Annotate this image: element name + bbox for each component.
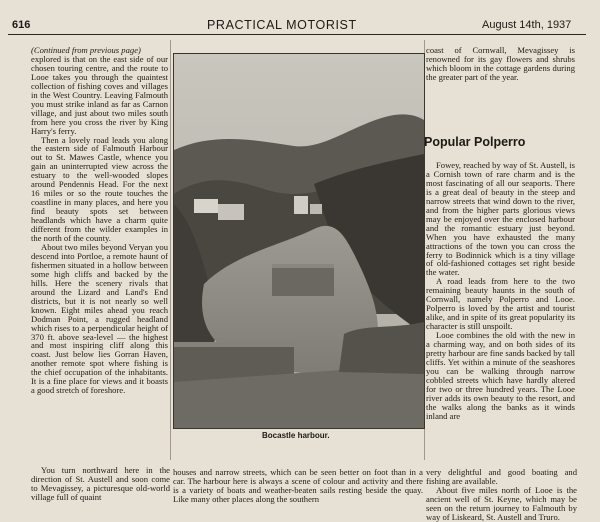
paragraph: explored is that on the east side of our chosen touring centre, and the route to Looe takes you through the quaintest collection of fishing coves and villages in the West Country. Leaving Falmouth you must strike inland as far as Carnon village, and just about two miles south from here you cross the river by King Harry's ferry. <box>31 53 168 136</box>
page-number: 616 <box>12 19 31 31</box>
paragraph: very delightful and good boating and fishing are available. <box>426 467 577 486</box>
paragraph: About five miles north of Looe is the ancient well of St. Keyne, which may be seen on the return journey to Falmouth by way of Liskeard, St. Austell and Truro. <box>426 484 577 522</box>
harbour-photo <box>173 53 425 429</box>
column-divider-left <box>170 40 171 460</box>
paragraph: Then a lovely road leads you along the eastern side of Falmouth Harbour out to St. Mawes Castle, whence you gain an uninterrupted view across the estuary to the well-wooded slopes around Pendennis Head. For the next 16 miles or so the route touches the coastline in many places, and here you find beauty spots set between headlands which have a charm quite different from the wilder examples in the north of the county. <box>31 134 168 244</box>
paragraph: Fowey, reached by way of St. Austell, is a Cornish town of rare charm and is the most fascinating of all our seaports. There is a great deal of beauty in the steep and narrow streets that wind down to the river, and from the higher parts glorious views may be enjoyed over the enclosed harbour and the romantic estuary just beyond. When you have exhausted the many attractions of the town you can cross the ferry to Bodinnick which is a tiny village of old-fashioned cottages set right beside the water. <box>426 160 575 278</box>
paragraph: You turn northward here in the direction of St. Austell and soon come to Mevagissey, a picturesque old-world village full of quaint <box>31 465 170 502</box>
paragraph: Looe combines the old with the new in a charming way, and on both sides of its pretty harbour are fine sands backed by tall cliffs. Yet within a minute of the seashores you can be walking through narrow cobbled streets which have hardly altered for two or three hundred years. The Looe river adds its own beauty to the resort, and the walks along the banks as it winds inland are <box>426 330 575 421</box>
paragraph: A road leads from here to the two remaining beauty haunts in the south of Cornwall, namely Polperro and Looe. Polperro is loved by the artist and tourist alike, and in spite of its great popularity its character is still unspoilt. <box>426 276 575 332</box>
continued-note: (Continued from previous page) <box>31 45 141 55</box>
paragraph: coast of Cornwall, Mevagissey is renowned for its gay flowers and shrubs which bloom in the cottage gardens during the greater part of the year. <box>426 45 575 82</box>
photo-caption: Bocastle harbour. <box>262 431 330 440</box>
bottom-middle-text <box>173 468 423 504</box>
paragraph: About two miles beyond Veryan you descend into Portloe, a remote haunt of fishermen situated in a hollow between some high cliffs and backed by the hills. Here the scenery rivals that around the Lizard and Land's End districts, but it is not nearly so well known. Eight miles ahead you reach Dodman Point, a rugged headland which rises to a perpendicular height of 370 ft. above sea-level — the highest and most inspiring cliff along this coast. Just below lies Gorran Haven, another remote spot where fishing is the chief occupation of the inhabitants. It is a fine place for views and it boasts a good stretch of foreshore. <box>31 241 168 396</box>
harbour-illustration <box>174 54 424 428</box>
right-column <box>426 161 575 421</box>
header-rule <box>8 34 586 35</box>
magazine-title: PRACTICAL MOTORIST <box>207 18 357 32</box>
paragraph: houses and narrow streets, which can be seen better on foot than in a car. The harbour here is always a scene of colour and activity and there is a variety of boats and weather-beaten sails resting beside the quay. Like many other places along the southern <box>173 467 423 504</box>
issue-date: August 14th, 1937 <box>482 19 572 31</box>
left-column <box>31 46 168 395</box>
left-column-bottom <box>31 466 170 502</box>
right-column-top <box>426 46 575 82</box>
bottom-right-text <box>426 468 577 522</box>
page-header <box>0 0 600 30</box>
section-heading: Popular Polperro <box>424 135 526 149</box>
